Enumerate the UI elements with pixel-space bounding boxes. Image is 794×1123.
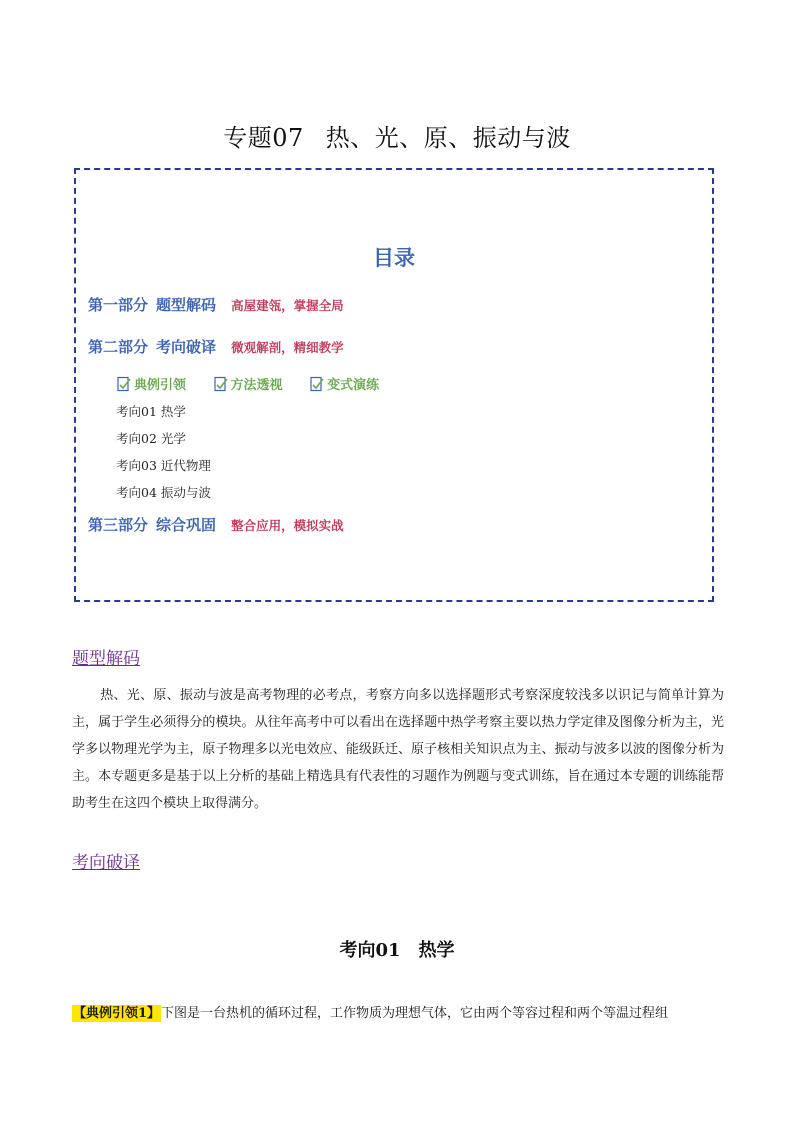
part-motto: 整合应用，模拟实战 xyxy=(231,518,344,533)
tag-typical-example xyxy=(116,374,186,393)
part-label: 第二部分 xyxy=(88,338,149,356)
part-motto: 微观解剖，精细教学 xyxy=(231,340,344,355)
document-title xyxy=(0,118,794,153)
toc-part-3[interactable] xyxy=(88,514,344,535)
toc-part-2[interactable] xyxy=(88,336,344,357)
part-name: 考向破译 xyxy=(156,338,217,356)
section-decode-link[interactable]: 题型解码 xyxy=(72,649,140,669)
example-text: 下图是一台热机的循环过程，工作物质为理想气体，它由两个等容过程和两个等温过程组 xyxy=(161,1006,669,1021)
document-check-icon xyxy=(309,376,325,392)
document-check-icon xyxy=(116,376,132,392)
part-label: 第三部分 xyxy=(88,516,149,534)
document-check-icon xyxy=(213,376,229,392)
toc-part-1[interactable] xyxy=(88,294,344,315)
toc-topic-4[interactable]: 考向04 振动与波 xyxy=(116,485,211,500)
table-of-contents xyxy=(74,168,714,602)
tag-variant-practice xyxy=(309,374,379,393)
part-label: 第一部分 xyxy=(88,296,149,314)
tag-label: 方法透视 xyxy=(230,378,283,393)
toc-tags xyxy=(116,374,401,396)
subsection-title xyxy=(0,936,794,962)
example-1 xyxy=(72,1002,668,1021)
tag-label: 变式演练 xyxy=(327,378,380,393)
toc-topic-3[interactable]: 考向03 近代物理 xyxy=(116,458,211,473)
title-number: 专题07 xyxy=(223,124,304,152)
part-name: 综合巩固 xyxy=(156,516,217,534)
tag-method xyxy=(213,374,283,393)
intro-paragraph xyxy=(72,682,724,817)
tag-label: 典例引领 xyxy=(134,378,187,393)
toc-topic-2[interactable]: 考向02 光学 xyxy=(116,431,186,446)
intro-text: 热、光、原、振动与波是高考物理的必考点，考察方向多以选择题形式考察深度较浅多以识记与简单计算为主，属于学生必须得分的模块。从往年高考中可以看出在选择题中热学考察主要以热力学定律及图像分析为主，光学多以物理光学为主，原子物理多以光电效应、能级跃迁、原子核相关知识点为主、振动与波多以波的图像分析为主。本专题更多是基于以上分析的基础上精选具有代表性的习题作为例题与变式训练，旨在通过本专题的训练能帮助考生在这四个模块上取得满分。 xyxy=(72,688,724,811)
toc-heading: 目录 xyxy=(373,246,415,270)
part-motto: 高屋建瓴，掌握全局 xyxy=(231,298,344,313)
subsection-number: 考向01 xyxy=(339,940,401,961)
example-badge: 【典例引领1】 xyxy=(73,1006,161,1021)
section-breakdown-link[interactable]: 考向破译 xyxy=(72,853,140,873)
toc-topic-1[interactable]: 考向01 热学 xyxy=(116,404,186,419)
subsection-topic: 热学 xyxy=(418,940,455,961)
part-name: 题型解码 xyxy=(156,296,217,314)
title-topic: 热、光、原、振动与波 xyxy=(325,124,571,152)
